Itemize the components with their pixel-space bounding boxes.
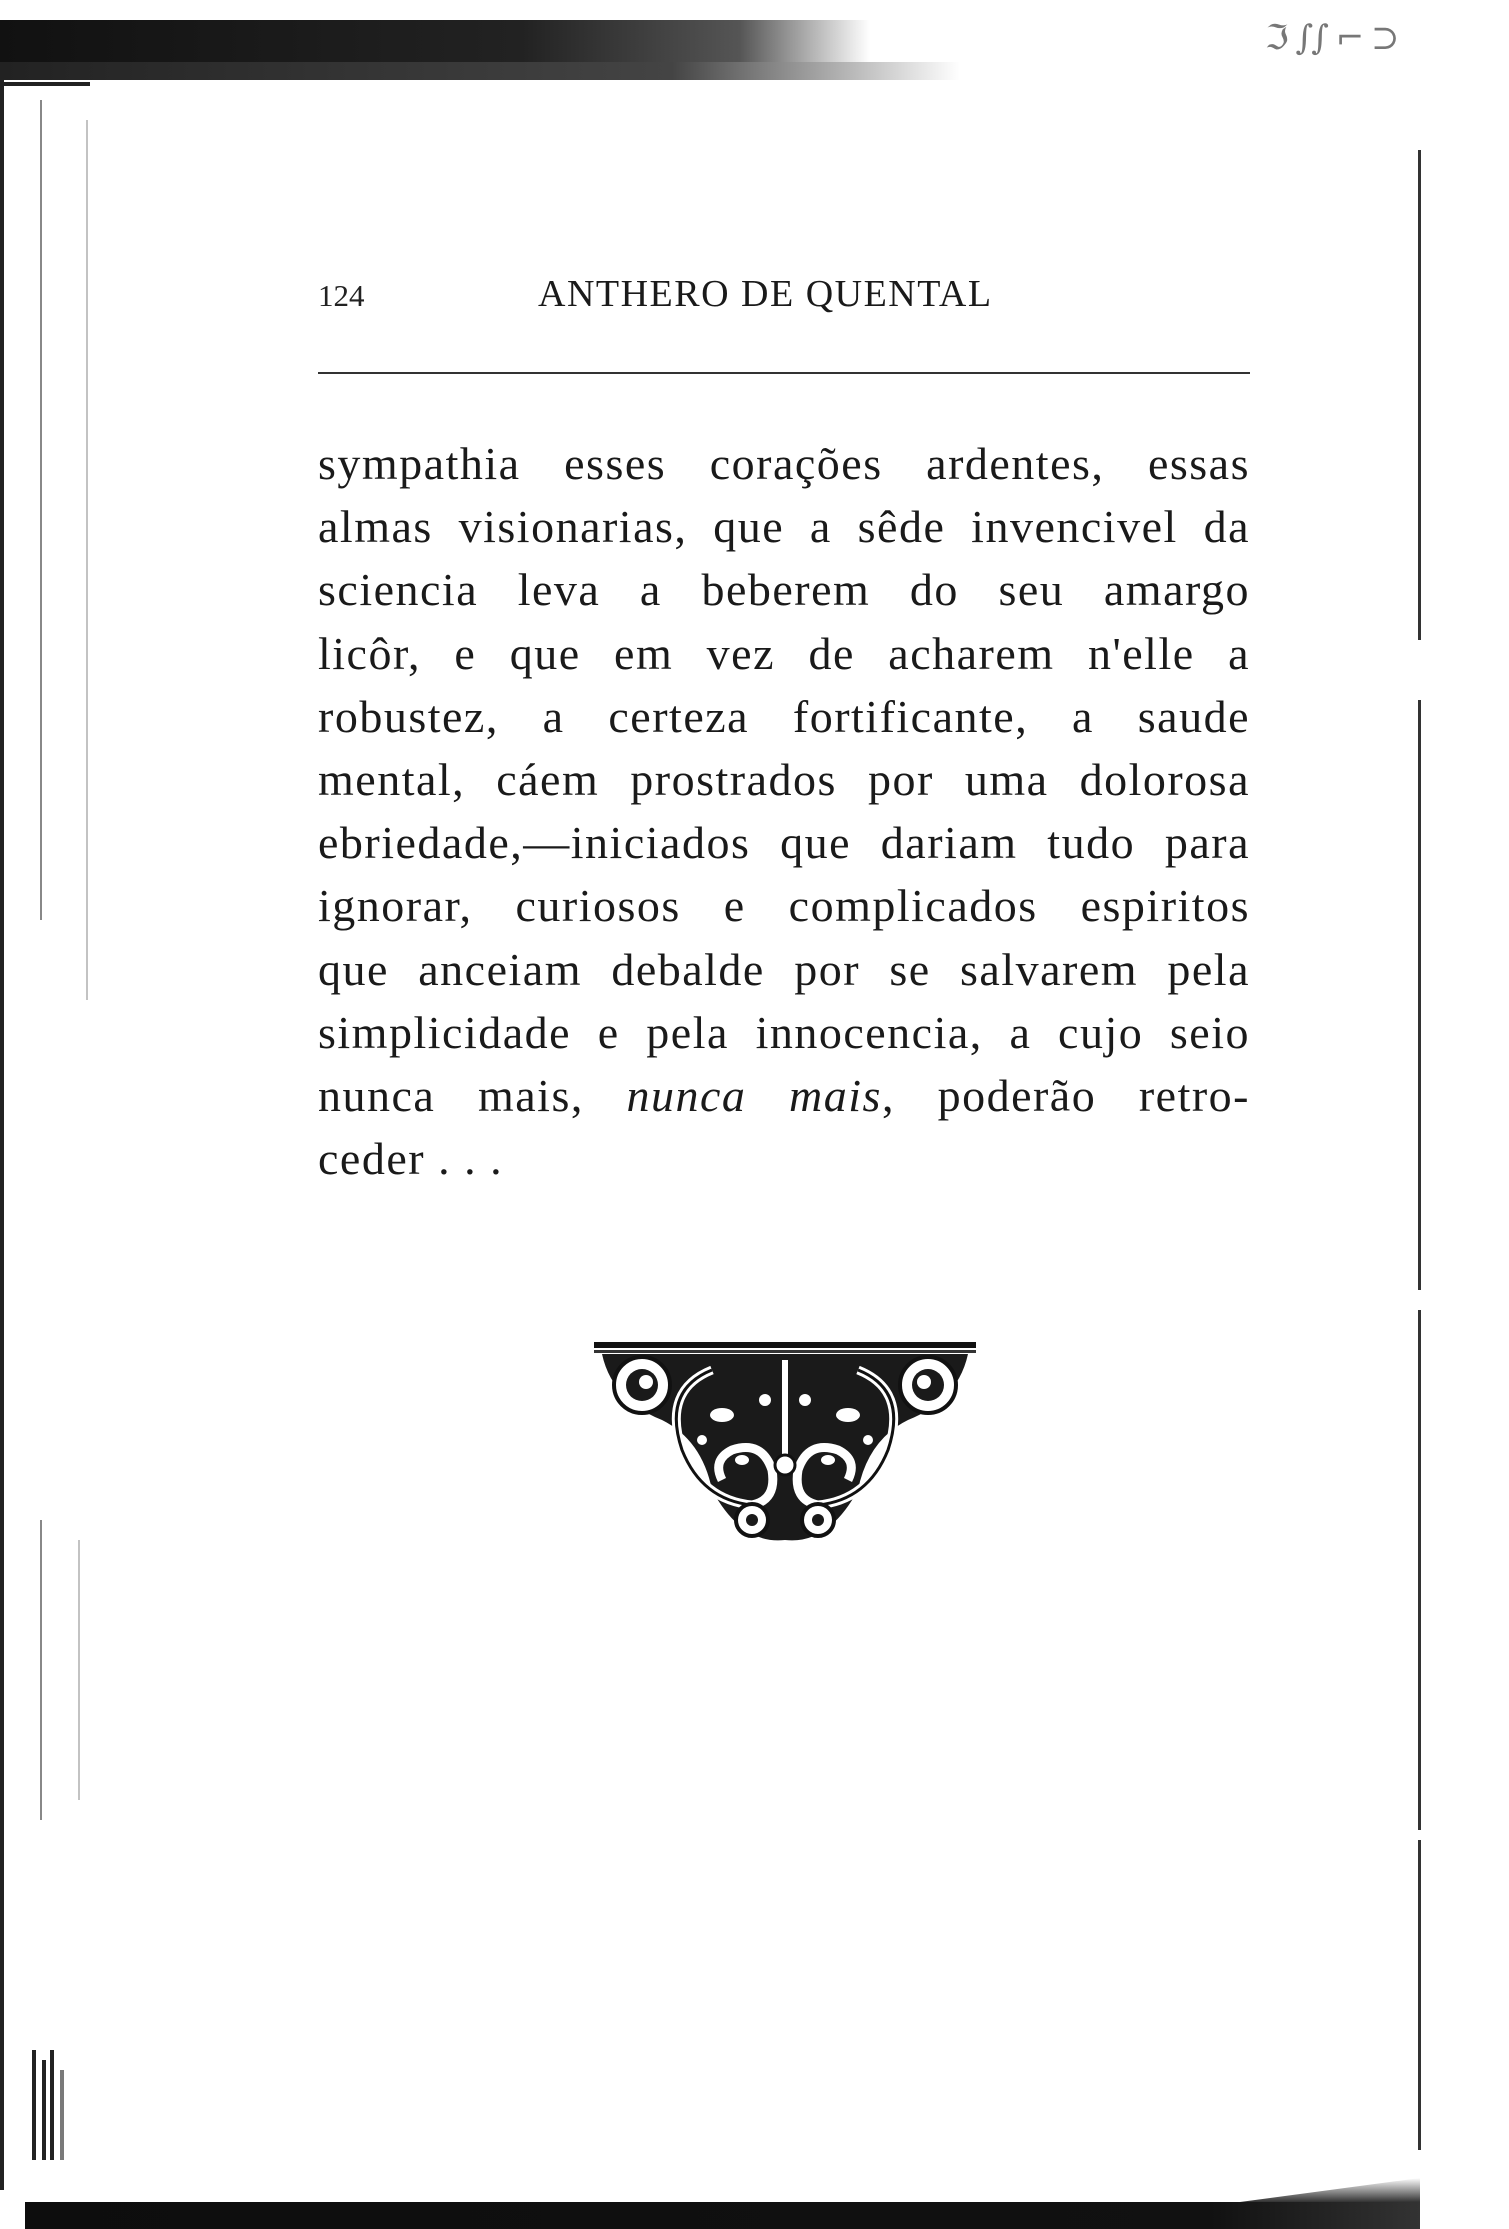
scan-right-edge-4 <box>1418 1840 1421 2150</box>
text-line: sciencia leva a beberem do seu amargo <box>318 564 1250 616</box>
text-line: almas visionarias, que a sêde invencivel da <box>318 501 1250 553</box>
text-line-last: ceder . . . <box>318 1133 504 1185</box>
text-line: simplicidade e pela innocencia, a cujo seio <box>318 1006 1250 1058</box>
running-head <box>318 273 1248 328</box>
text-line-italic <box>318 1064 1250 1127</box>
tailpiece-ornament-icon <box>592 1340 978 1545</box>
page-number: 124 <box>318 278 365 313</box>
scan-bottom-edge <box>25 2148 1420 2229</box>
scan-right-edge-1 <box>1418 150 1421 640</box>
scan-top-edge <box>0 0 1000 95</box>
text-line: robustez, a certeza fortificante, a saude <box>318 690 1250 742</box>
scan-bottom-left <box>28 2050 98 2160</box>
text-line: ignorar, curiosos e complicados espiritos <box>318 880 1250 932</box>
italic-phrase: nunca mais <box>626 1070 882 1122</box>
running-title: ANTHERO DE QUENTAL <box>538 273 993 315</box>
scan-left-frame <box>0 80 18 2190</box>
text-line: que anceiam debalde por se salvarem pela <box>318 943 1250 995</box>
text-line: mental, cáem prostrados por uma dolorosa <box>318 754 1250 806</box>
body-text <box>318 432 1250 1190</box>
text-line: ebriedade,—iniciados que dariam tudo para <box>318 817 1250 869</box>
scan-right-edge-2 <box>1418 700 1421 1290</box>
line-part: nunca mais, <box>318 1070 627 1122</box>
scan-left-lines <box>38 100 98 2120</box>
text-line: sympathia esses corações ardentes, essas <box>318 438 1250 489</box>
header-rule <box>318 372 1250 374</box>
text-line: licôr, e que em vez de acharem n'elle a <box>318 627 1250 679</box>
line-part: , poderão retro- <box>881 1070 1250 1122</box>
scan-right-edge-3 <box>1418 1310 1421 1830</box>
scan-corner-mark: ℑ ∫∫ ⌐ ⊃ <box>1265 18 1398 58</box>
